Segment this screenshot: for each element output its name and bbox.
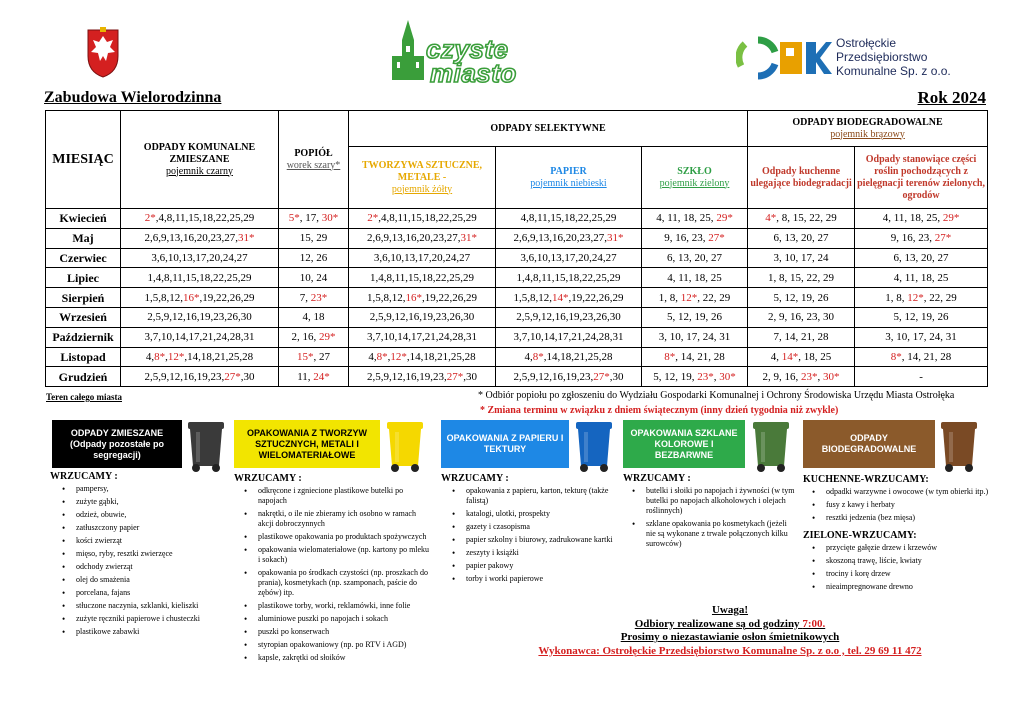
list-item: • plastikowe opakowania po produktach spożywczych [232,532,430,542]
footer-request: Prosimy o niezastawianie osłon śmietnikowych [620,631,840,643]
bin-heading: WRZUCAMY : [441,473,509,484]
paper-dates-cell [496,248,642,268]
paper-header [496,147,642,209]
paper-dates-cell [496,327,642,347]
list-item: • nakrętki, o ile nie zbieramy ich osobno w ramach akcji dobroczynnych [232,509,430,529]
date-segment: , 22, 29 [697,291,731,304]
bin-label: OPAKOWANIA Z TWORZYW SZTUCZNYCH, METALI I WIELOMATERIAŁOWE [234,420,380,468]
month-cell: Maj [46,228,121,248]
date-segment: 12* [680,291,698,304]
date-segment: 9, 16, 23, [664,232,709,245]
date-segment: 4,8,11,15,18,22,25,29 [520,212,617,225]
date-segment: 2,5,9,12,16,19,23, [144,370,225,383]
date-segment: 2,5,9,12,16,19,23,26,30 [147,311,252,324]
date-segment: 15, 29 [299,232,328,245]
bin-label: OPAKOWANIA SZKLANE KOLOROWE I BEZBARWNE [623,420,745,468]
list-item: • stłuczone naczynia, szklanki, kieliszki [50,601,218,611]
paper-sub: pojemnik niebieski [530,177,607,189]
date-segment: 2,5,9,12,16,19,23, [367,370,447,383]
list-item: • torby i worki papierowe [440,574,620,584]
mixed-dates-cell [121,307,279,327]
bin-heading: WRZUCAMY : [234,473,302,484]
bin-heading: KUCHENNE-WRZUCAMY: [803,474,929,485]
garden-dates-cell [855,268,988,288]
date-segment: 3,6,10,13,17,20,24,27 [520,251,617,264]
town-hall-icon [390,20,426,82]
date-segment: 31* [238,232,255,245]
date-segment: 6, 13, 20, 27 [667,251,723,264]
list-item: • styropian opakowaniowy (np. po RTV i AGD) [232,640,430,650]
ash-dates-cell [279,288,349,308]
plastic-dates-cell [349,327,496,347]
glass-dates-cell [642,209,748,229]
date-segment: 2,6,9,13,16,20,23,27, [513,232,607,245]
list-item: • zużyte ręczniki papierowe i chusteczki [50,614,218,624]
list-item: • skoszoną trawę, liście, kwiaty [800,556,990,566]
collection-schedule-table [45,110,988,387]
plastic-title: TWORZYWA SZTUCZNE, METALE - [361,159,483,183]
glass-dates-cell [642,367,748,387]
waste-bin-icon [574,418,614,472]
table-row [46,228,988,248]
date-segment: 5* [288,212,300,225]
mixed-dates-cell [121,268,279,288]
list-item: • butelki i słoiki po napojach i żywności (w tym butelki po napojach alkoholowych i olejach roślinnych) [620,486,798,516]
kitchen-dates-cell [748,248,855,268]
date-segment: ,4,8,11,15,18,22,25,29 [155,212,255,225]
date-segment: 4, 11, 18, 25 [667,271,722,284]
date-segment: - [919,370,923,383]
list-item: • przycięte gałęzie drzew i krzewów [800,543,990,553]
date-segment: 6, 13, 20, 27 [773,232,829,245]
paper-dates-cell [496,347,642,367]
list-item: • olej do smażenia [50,575,218,585]
waste-bin-icon [385,418,425,472]
mixed-dates-cell [121,367,279,387]
kitchen-dates-cell [748,228,855,248]
list-item: • porcelana, fajans [50,588,218,598]
date-segment: , 22, 29 [923,291,957,304]
kitchen-header: Odpady kuchenne ulegające biodegradacji [748,147,855,209]
opk-logo [736,34,986,82]
date-segment: 3,7,10,14,17,21,24,28,31 [144,331,255,344]
plastic-dates-cell [349,288,496,308]
date-segment: 24* [313,370,330,383]
list-item: • aluminiowe puszki po napojach i sokach [232,614,430,624]
date-segment: 12* [907,291,924,304]
plastic-dates-cell [349,228,496,248]
waste-bin-icon [751,418,791,472]
holiday-note: * Zmiana terminu w związku z dniem świątecznym (inny dzień tygodnia niż zwykle) [480,405,839,416]
date-segment: 1, 8, [885,291,908,304]
mixed-sub: pojemnik czarny [166,165,233,177]
date-segment: 27* [224,370,241,383]
date-segment: , 27 [313,350,330,363]
garden-dates-cell [855,307,988,327]
plastic-dates-cell [349,268,496,288]
waste-bin-icon [186,418,226,472]
date-segment: ,19,22,26,29 [199,291,255,304]
ash-dates-cell [279,228,349,248]
date-segment: 8* [376,350,388,363]
bin-label: ODPADY ZMIESZANE (Odpady pozostałe po segregacji) [52,420,182,468]
date-segment: ,19,22,26,29 [422,291,477,304]
glass-dates-cell [642,347,748,367]
mixed-dates-cell [121,327,279,347]
list-item: • nieaimpregnowane drewno [800,582,990,592]
date-segment: 12, 26 [299,251,328,264]
date-segment: 3,6,10,13,17,20,24,27 [151,251,248,264]
ash-dates-cell [279,347,349,367]
date-segment: 2, 16, [291,331,319,344]
date-segment: 4, 11, 18, 25, [882,212,943,225]
footer-hours: Odbiory realizowane są od godziny 7:00. [634,617,826,630]
garden-dates-cell [855,209,988,229]
plastic-dates-cell [349,347,496,367]
date-segment: 2* [367,212,379,225]
date-segment: ,30 [240,370,255,383]
date-segment: 4, [145,350,155,363]
bin-label: OPAKOWANIA Z PAPIERU I TEKTURY [441,420,569,468]
date-segment: 14* [781,350,799,363]
date-segment: , [713,370,720,383]
date-segment: 5, 12, 19, [653,370,698,383]
mixed-dates-cell [121,347,279,367]
ash-title: POPIÓŁ [294,147,333,159]
bio-header [748,111,988,147]
mixed-dates-cell [121,228,279,248]
garden-dates-cell [855,288,988,308]
date-segment: 4, [770,350,782,363]
garden-dates-cell [855,347,988,367]
kitchen-dates-cell [748,288,855,308]
date-segment: 1,5,8,12, [144,291,183,304]
date-segment: 4, [368,350,377,363]
date-segment: , 8, 15, 22, 29 [776,212,837,225]
list-item: • katalogi, ulotki, prospekty [440,509,620,519]
date-segment: 1,4,8,11,15,18,22,25,29 [516,271,621,284]
paper-dates-cell [496,307,642,327]
date-segment: 5, 12, 19, 26 [893,311,949,324]
list-item: • kapsle, zakrętki od słoików [232,653,430,663]
list-item: • zeszyty i książki [440,548,620,558]
table-row [46,288,988,308]
date-segment: 11, [297,370,314,383]
glass-dates-cell [642,228,748,248]
date-segment: 14* [552,291,569,304]
glass-title: SZKŁO [677,165,712,177]
date-segment: 8* [532,350,544,363]
list-item: • plastikowe zabawki [50,627,218,637]
date-segment: 7, 14, 21, 28 [773,331,829,344]
month-cell: Listopad [46,347,121,367]
plastic-dates-cell [349,248,496,268]
date-segment: 3,7,10,14,17,21,24,28,31 [513,331,624,344]
date-segment: , 18, 25 [798,350,832,363]
date-segment: 2* [144,212,156,225]
garden-dates-cell [855,228,988,248]
mixed-header [121,111,279,209]
date-segment: , [387,350,391,363]
ash-dates-cell [279,268,349,288]
date-segment: 5, 12, 19, 26 [667,311,723,324]
date-segment: 1,4,8,11,15,18,22,25,29 [147,271,252,284]
date-segment: , [165,350,168,363]
bin-items-list [440,486,620,587]
date-segment: 23* [697,370,714,383]
date-segment: 8* [890,350,902,363]
date-segment: 3, 10, 17, 24, 31 [658,331,731,344]
date-segment: 4, 11, 18, 25, [656,212,717,225]
ash-header [279,111,349,209]
ash-dates-cell [279,367,349,387]
table-row [46,327,988,347]
date-segment: 23* [801,370,818,383]
mixed-dates-cell [121,209,279,229]
date-segment: 29* [942,212,960,225]
date-segment: 2,5,9,12,16,19,23, [513,370,594,383]
ash-dates-cell [279,209,349,229]
list-item: • zatłuszczony papier [50,523,218,533]
month-header: MIESIĄC [46,111,121,209]
footer [500,604,960,658]
date-segment: ,30 [609,370,624,383]
date-segment: 27* [934,232,952,245]
paper-dates-cell [496,228,642,248]
list-item: • resztki jedzenia (bez mięsa) [800,513,990,523]
date-segment: 29* [319,331,336,344]
kitchen-dates-cell [748,268,855,288]
date-segment: 6, 13, 20, 27 [893,251,949,264]
year-title: Rok 2024 [917,88,986,107]
plastic-dates-cell [349,367,496,387]
glass-sub: pojemnik zielony [659,177,730,189]
ash-dates-cell [279,327,349,347]
list-item: • szklane opakowania po kosmetykach (jeżeli nie są wykonane z trwale połączonych kilku surowców) [620,519,798,549]
bin-items-list [50,484,218,640]
kitchen-dates-cell [748,209,855,229]
mixed-dates-cell [121,288,279,308]
ash-sub: worek szary* [286,159,341,171]
date-segment: , 14, 21, 28 [901,350,952,363]
glass-dates-cell [642,307,748,327]
waste-bin-icon [939,418,979,472]
date-segment: , 17, [299,212,322,225]
paper-dates-cell [496,288,642,308]
date-segment: 2,5,9,12,16,19,23,26,30 [516,311,621,324]
date-segment: 4, 11, 18, 25 [893,271,949,284]
date-segment: 29* [716,212,733,225]
table-row [46,367,988,387]
kitchen-dates-cell [748,347,855,367]
paper-dates-cell [496,209,642,229]
selective-header: ODPADY SELEKTYWNE [349,111,748,147]
month-cell: Sierpień [46,288,121,308]
date-segment: 30* [823,370,840,383]
date-segment: 31* [607,232,624,245]
list-item: • kości zwierząt [50,536,218,546]
bin-items-list [800,487,990,526]
footer-attention: Uwaga! [711,604,749,616]
list-item: • gazety i czasopisma [440,522,620,532]
date-segment: 2, 9, 16, [762,370,802,383]
list-item: • odpadki warzywne i owocowe (w tym obierki itp.) [800,487,990,497]
month-cell: Czerwiec [46,248,121,268]
date-segment: 30* [719,370,736,383]
ash-dates-cell [279,307,349,327]
plastic-dates-cell [349,307,496,327]
date-segment: 5, 12, 19, 26 [773,291,829,304]
date-segment: 3, 10, 17, 24 [773,251,829,264]
date-segment: ,30 [463,370,477,383]
date-segment: , 14, 21, 28 [675,350,725,363]
glass-dates-cell [642,268,748,288]
date-segment: , [817,370,824,383]
date-segment: 30* [321,212,339,225]
date-segment: 1,5,8,12, [513,291,552,304]
list-item: • opakowania po środkach czystości (np. proszkach do prania), kosmetykach (np. szamponach, paście do zębów) itp. [232,568,430,598]
bin-items-list [232,486,430,666]
list-item: • opakowania wielomateriałowe (np. kartony po mleku i sokach) [232,545,430,565]
month-cell: Październik [46,327,121,347]
month-cell: Kwiecień [46,209,121,229]
date-segment: 1, 8, 15, 22, 29 [768,271,835,284]
mixed-title: ODPADY KOMUNALNE ZMIESZANE [143,141,256,165]
glass-dates-cell [642,327,748,347]
date-segment: 9, 16, 23, [890,232,935,245]
date-segment: 3, 10, 17, 24, 31 [885,331,957,344]
paper-dates-cell [496,367,642,387]
bio-title: ODPADY BIODEGRADOWALNE [792,116,943,128]
ostroleka-crest-logo [86,26,120,78]
date-segment: ,4,8,11,15,18,22,25,29 [378,212,477,225]
date-segment: ,14,18,21,25,28 [543,350,613,363]
date-segment: 1,4,8,11,15,18,22,25,29 [369,271,475,284]
kitchen-dates-cell [748,367,855,387]
table-row [46,347,988,367]
list-item: • fusy z kawy i herbaty [800,500,990,510]
logo-miasto-text: miasto [430,58,517,88]
logo-czyste-text: czyste [426,34,509,64]
kitchen-dates-cell [748,327,855,347]
date-segment: 1,5,8,12, [367,291,406,304]
ash-dates-cell [279,248,349,268]
date-segment: 4* [765,212,777,225]
ash-note: * Odbiór popiołu po zgłoszeniu do Wydziału Gospodarki Komunalnej i Ochrony Środowiska Urzędu Miasta Ostrołęka [478,390,955,401]
date-segment: 12* [167,350,185,363]
list-item: • papier pakowy [440,561,620,571]
date-segment: 7, [299,291,311,304]
date-segment: 12* [390,350,407,363]
date-segment: 2, 9, 16, 23, 30 [768,311,835,324]
date-segment: ,14,18,21,25,28 [184,350,254,363]
table-row [46,268,988,288]
date-segment: 2,6,9,13,16,20,23,27, [144,232,238,245]
plastic-header [349,147,496,209]
date-segment: 31* [460,232,477,245]
date-segment: 15* [297,350,314,363]
date-segment: 1, 8, [658,291,681,304]
table-row [46,307,988,327]
date-segment: 27* [446,370,464,383]
table-row [46,248,988,268]
opk-company-name: Ostrołęckie Przedsiębiorstwo Komunalne Sp. z o.o. [836,36,951,78]
list-item: • zużyte gąbki, [50,497,218,507]
czyste-miasto-logo [386,20,520,88]
garden-dates-cell [855,327,988,347]
list-item: • mięso, ryby, resztki zwierzęce [50,549,218,559]
month-cell: Wrzesień [46,307,121,327]
list-item: • odkręcone i zgniecione plastikowe butelki po napojach [232,486,430,506]
bin-heading-2: ZIELONE-WRZUCAMY: [803,530,917,541]
date-segment: 8* [664,350,676,363]
glass-header [642,147,748,209]
garden-header: Odpady stanowiące części roślin pochodzących z pielęgnacji terenów zielonych, ogrodów [855,147,988,209]
kitchen-dates-cell [748,307,855,327]
list-item: • pampersy, [50,484,218,494]
mixed-dates-cell [121,248,279,268]
date-segment: ,19,22,26,29 [568,291,624,304]
list-item: • opakowania z papieru, karton, tekturę (także falistą) [440,486,620,506]
bin-items-list-2 [800,543,990,595]
date-segment: 2,6,9,13,16,20,23,27, [367,232,461,245]
area-note: Teren całego miasta [46,392,122,402]
date-segment: 4, 18 [302,311,325,324]
list-item: • papier szkolny i biurowy, zadrukowane kartki [440,535,620,545]
paper-title: PAPIER [550,165,587,177]
bin-label: ODPADY BIODEGRADOWALNE [803,420,935,468]
list-item: • odzież, obuwie, [50,510,218,520]
paper-dates-cell [496,268,642,288]
bin-heading: WRZUCAMY : [623,473,691,484]
table-row [46,209,988,229]
list-item: • odchody zwierząt [50,562,218,572]
glass-dates-cell [642,288,748,308]
date-segment: 23* [310,291,328,304]
glass-dates-cell [642,248,748,268]
date-segment: ,14,18,21,25,28 [406,350,476,363]
garden-dates-cell [855,367,988,387]
opk-recycle-icon [736,36,832,80]
list-item: • trociny i korę drzew [800,569,990,579]
plastic-dates-cell [349,209,496,229]
date-segment: 4, [524,350,533,363]
date-segment: 27* [708,232,725,245]
bin-heading: WRZUCAMY : [50,471,118,482]
date-segment: 16* [405,291,422,304]
date-segment: 8* [154,350,166,363]
plastic-sub: pojemnik żółty [391,183,453,195]
garden-dates-cell [855,248,988,268]
date-segment: 3,7,10,14,17,21,24,28,31 [367,331,477,344]
month-cell: Grudzień [46,367,121,387]
bio-sub: pojemnik brązowy [830,128,905,140]
footer-contractor: Wykonawca: Ostrołęckie Przedsiębiorstwo Komunalne Sp. z o.o , tel. 29 69 11 472 [538,644,922,657]
list-item: • plastikowe torby, worki, reklamówki, inne folie [232,601,430,611]
date-segment: 27* [593,370,610,383]
month-cell: Lipiec [46,268,121,288]
bin-items-list [620,486,798,552]
date-segment: 3,6,10,13,17,20,24,27 [373,251,471,264]
page-title: Zabudowa Wielorodzinna [44,89,222,106]
date-segment: 16* [183,291,200,304]
date-segment: 2,5,9,12,16,19,23,26,30 [369,311,475,324]
date-segment: 10, 24 [299,271,328,284]
list-item: • puszki po konserwach [232,627,430,637]
